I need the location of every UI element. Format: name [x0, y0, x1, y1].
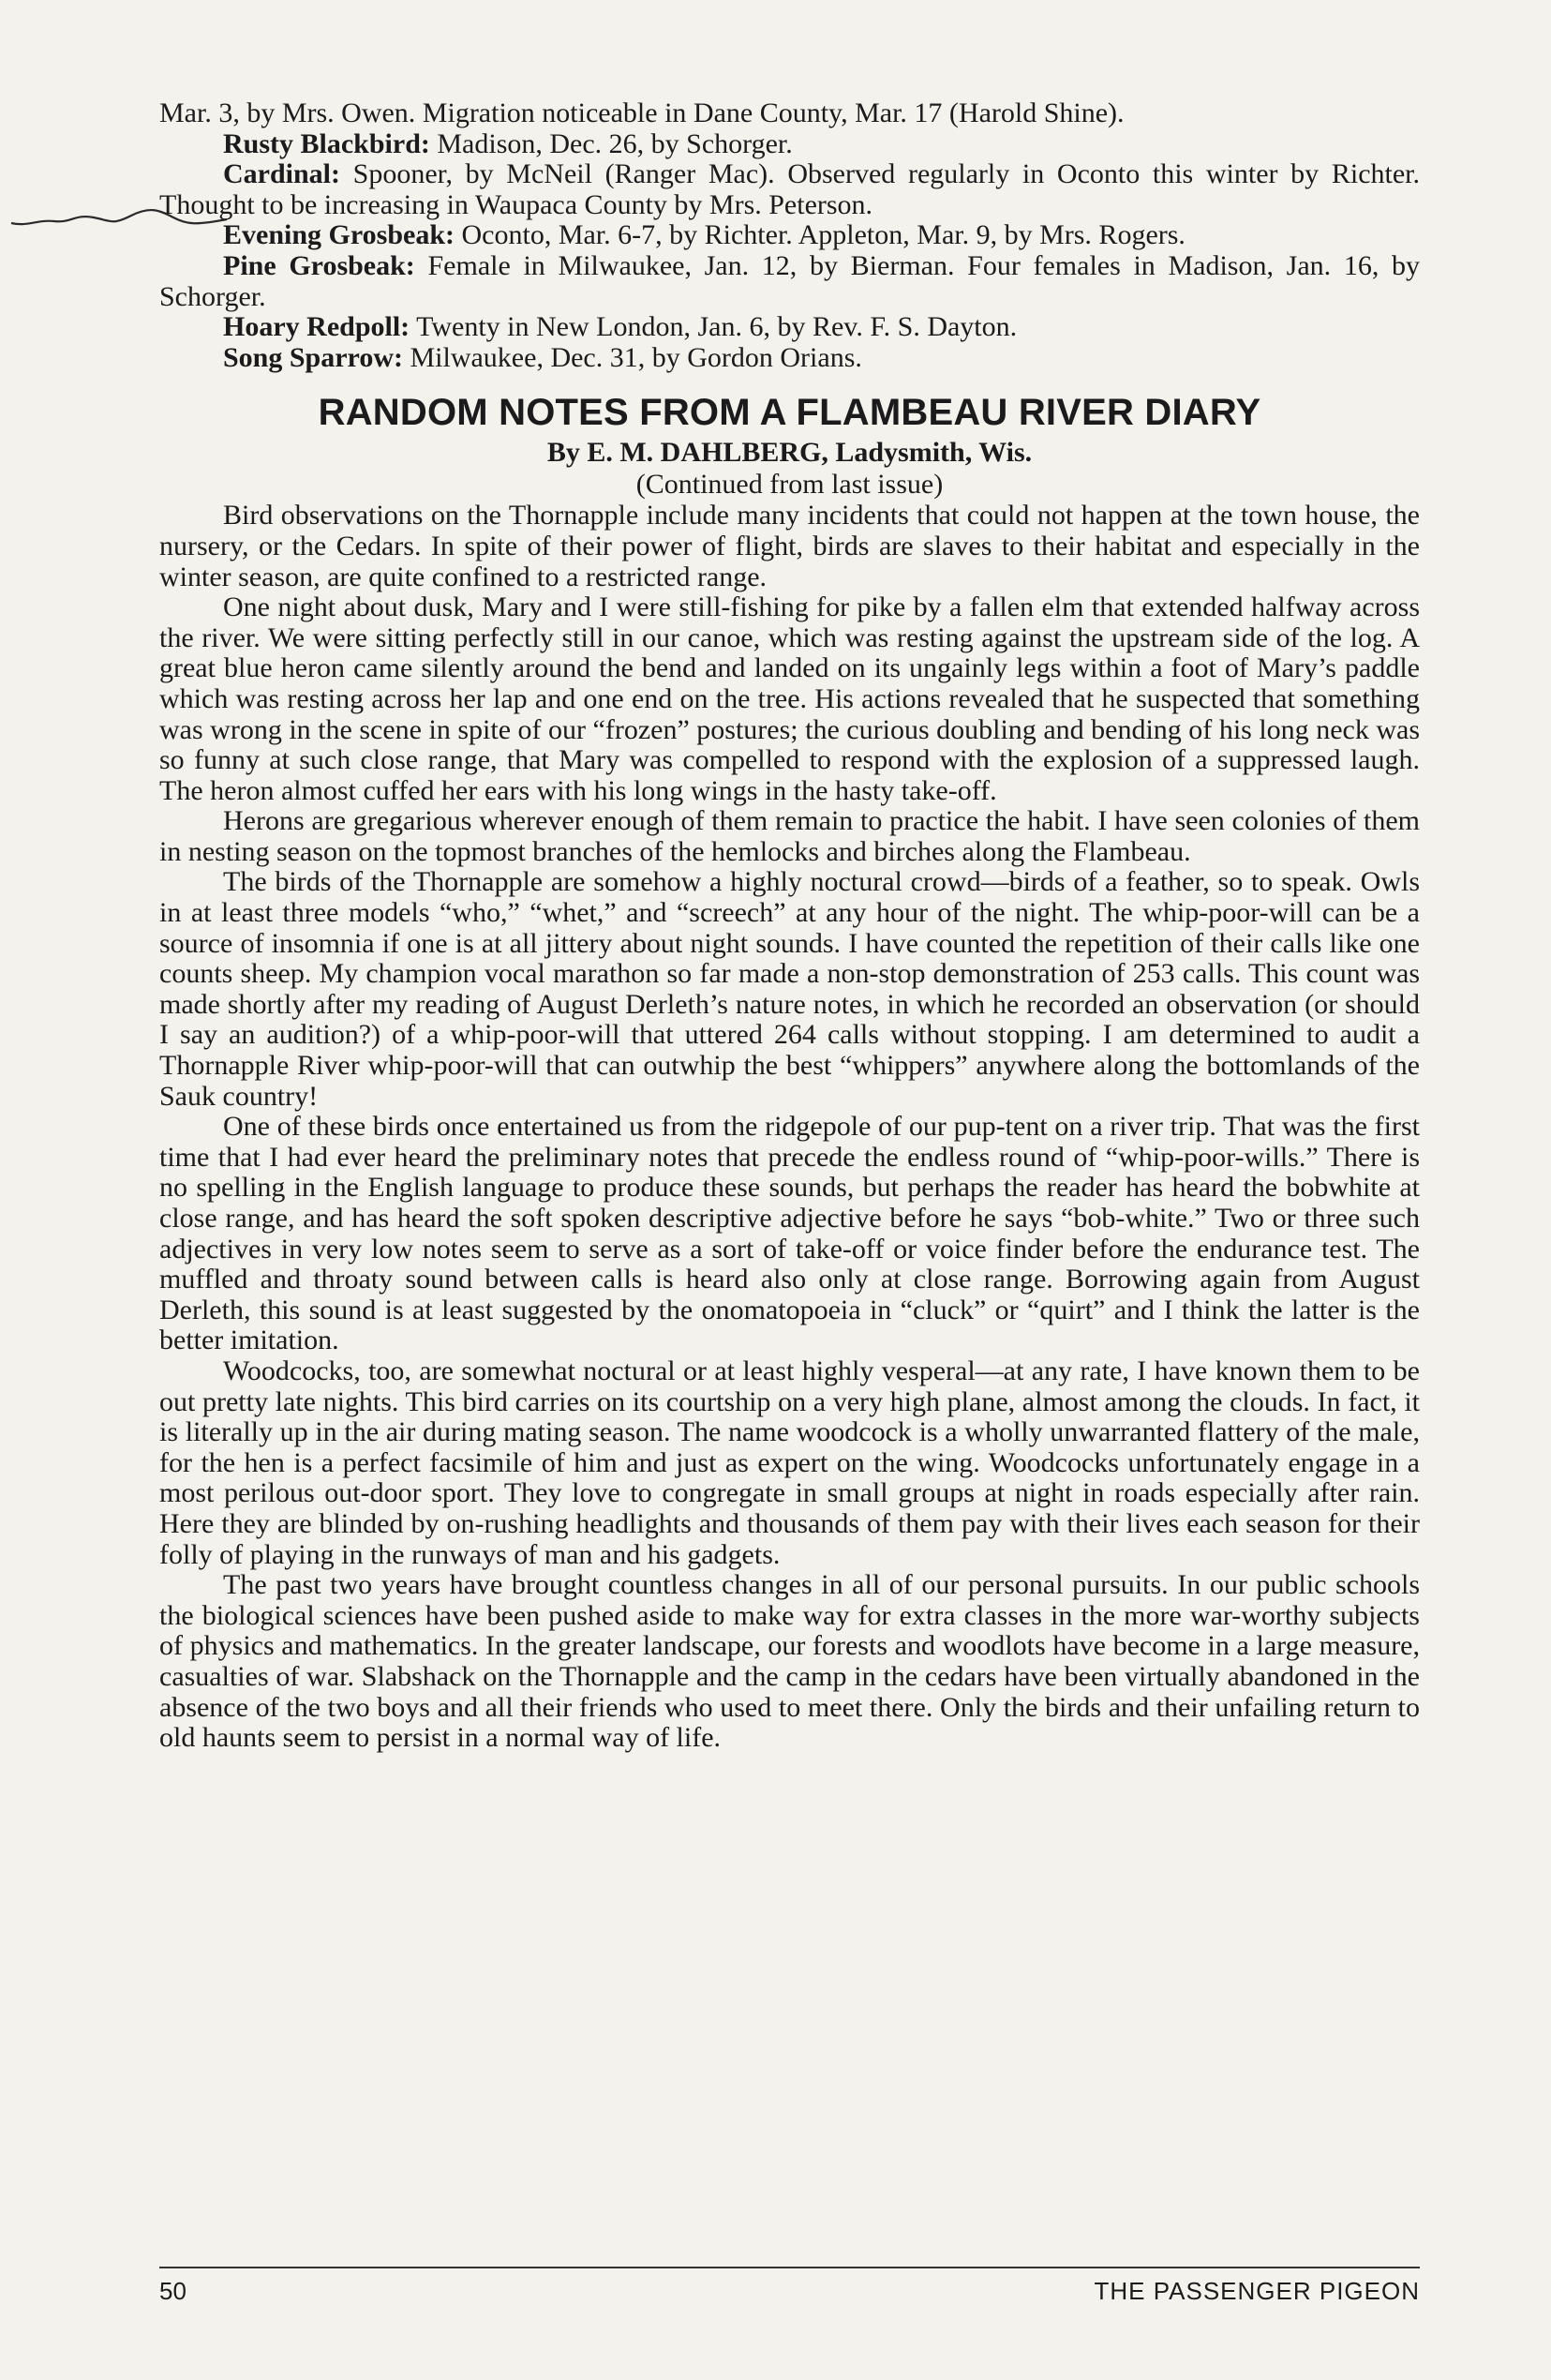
- record-rusty-blackbird: Rusty Blackbird: Madison, Dec. 26, by Schorger.: [223, 127, 793, 159]
- record-continuation: Mar. 3, by Mrs. Owen. Migration noticeable in Dane County, Mar. 17 (Harold Shine).: [159, 97, 1125, 128]
- record-evening-grosbeak: Evening Grosbeak: Oconto, Mar. 6-7, by Richter. Appleton, Mar. 9, by Mrs. Rogers.: [223, 219, 1186, 251]
- page-number: 50: [159, 2277, 186, 2305]
- continued-note: (Continued from last issue): [635, 469, 944, 501]
- journal-name: THE PASSENGER PIGEON: [1094, 2277, 1420, 2305]
- article-paragraph: Woodcocks, too, are somewhat noctural or at least highly vesperal—at any rate, I have known them to be out pretty late nights. This bird carries on its courtship on a very high plane, almost among the clouds. In fact, it is literally up in the air during mating season. The name woodcock is a wholly unwarranted flattery of the male, for the hen is a perfect facsimile of him and just as expert on the wing. Woodcocks unfortunately engage in a most perilous out-door sport. They love to congregate in small groups at night in roads especially after rain. Here they are blinded by on-rushing headlights and thousands of them pay with their lives each season for their folly of playing in the runways of man and his gadgets.: [159, 1355, 1420, 1570]
- article-paragraph: The birds of the Thornapple are somehow a highly noctural crowd—birds of a feather, so to speak. Owls in at least three models “who,” “whet,” and “screech” at any hour of the night. The whip-poor-will can be a source of insomnia if one is at all jittery about night sounds. I have counted the repetition of their calls like one counts sheep. My champion vocal marathon so far made a non-stop demonstration of 253 calls. This count was made shortly after my reading of August Derleth’s nature notes, in which he recorded an observation (or should I say an audition?) of a whip-poor-will that uttered 264 calls without stopping. I am determined to audit a Thornapple River whip-poor-will that can outwhip the best “whippers” anywhere along the bottomlands of the Sauk country!: [159, 866, 1420, 1112]
- article-body: [159, 501, 1420, 1753]
- article-title: RANDOM NOTES FROM A FLAMBEAU RIVER DIARY: [318, 392, 1261, 434]
- article-paragraph: One of these birds once entertained us from the ridgepole of our pup-tent on a river trip. That was the first time that I had ever heard the preliminary notes that precede the endless round of “whip-poor-wills.” There is no spelling in the English language to produce these sounds, but perhaps the reader has heard the bobwhite at close range, and has heard the soft spoken descriptive adjective before he says “bob-white.” Two or three such adjectives in very low notes seem to serve as a sort of take-off or voice finder before the endurance test. The muffled and throaty sound between calls is heard also only at close range. Borrowing again from August Derleth, this sound is at least suggested by the onomatopoeia in “cluck” or “quirt” and I think the latter is the better imitation.: [159, 1111, 1420, 1356]
- record-hoary-redpoll: Hoary Redpoll: Twenty in New London, Jan. 6, by Rev. F. S. Dayton.: [223, 311, 1018, 343]
- article-paragraph: The past two years have brought countless changes in all of our personal pursuits. In our public schools the biological sciences have been pushed aside to make way for extra classes in the more war-worthy subjects of physics and mathematics. In the greater landscape, our forests and woodlots have become in a large measure, casualties of war. Slabshack on the Thornapple and the camp in the cedars have been virtually abandoned in the absence of the two boys and all their friends who used to meet there. Only the birds and their unfailing return to old haunts seem to persist in a normal way of life.: [159, 1569, 1420, 1754]
- record-song-sparrow: Song Sparrow: Milwaukee, Dec. 31, by Gordon Orians.: [223, 341, 862, 373]
- article-byline: By E. M. DAHLBERG, Ladysmith, Wis.: [546, 437, 1033, 469]
- article-paragraph: One night about dusk, Mary and I were still-fishing for pike by a fallen elm that extended halfway across the river. We were sitting perfectly still in our canoe, which was resting against the upstream side of the log. A great blue heron came silently around the bend and landed on its ungainly legs within a foot of Mary’s paddle which was resting across her lap and one end on the tree. His actions revealed that he suspected that something was wrong in the scene in spite of our “frozen” postures; the curious doubling and bending of his long neck was so funny at such close range, that Mary was compelled to respond with the explosion of a suppressed laugh. The heron almost cuffed her ears with his long wings in the hasty take-off.: [159, 591, 1420, 806]
- page-footer: [159, 2267, 1420, 2306]
- article-paragraph: Herons are gregarious wherever enough of them remain to practice the habit. I have seen colonies of them in nesting season on the topmost branches of the hemlocks and birches along the Flambeau.: [159, 805, 1420, 867]
- bird-records: [159, 98, 1420, 373]
- record-pine-grosbeak: Pine Grosbeak: Female in Milwaukee, Jan. 12, by Bierman. Four females in Madison, Jan. 16, by Schorger.: [159, 249, 1420, 312]
- record-cardinal: Cardinal: Spooner, by McNeil (Ranger Mac). Observed regularly in Oconto this winter by Richter. Thought to be increasing in Waupaca County by Mrs. Peterson.: [159, 158, 1420, 220]
- page-content: [159, 98, 1420, 1754]
- article-paragraph: Bird observations on the Thornapple include many incidents that could not happen at the town house, the nursery, or the Cedars. In spite of their power of flight, birds are slaves to their habitat and especially in the winter season, are quite confined to a restricted range.: [159, 500, 1420, 592]
